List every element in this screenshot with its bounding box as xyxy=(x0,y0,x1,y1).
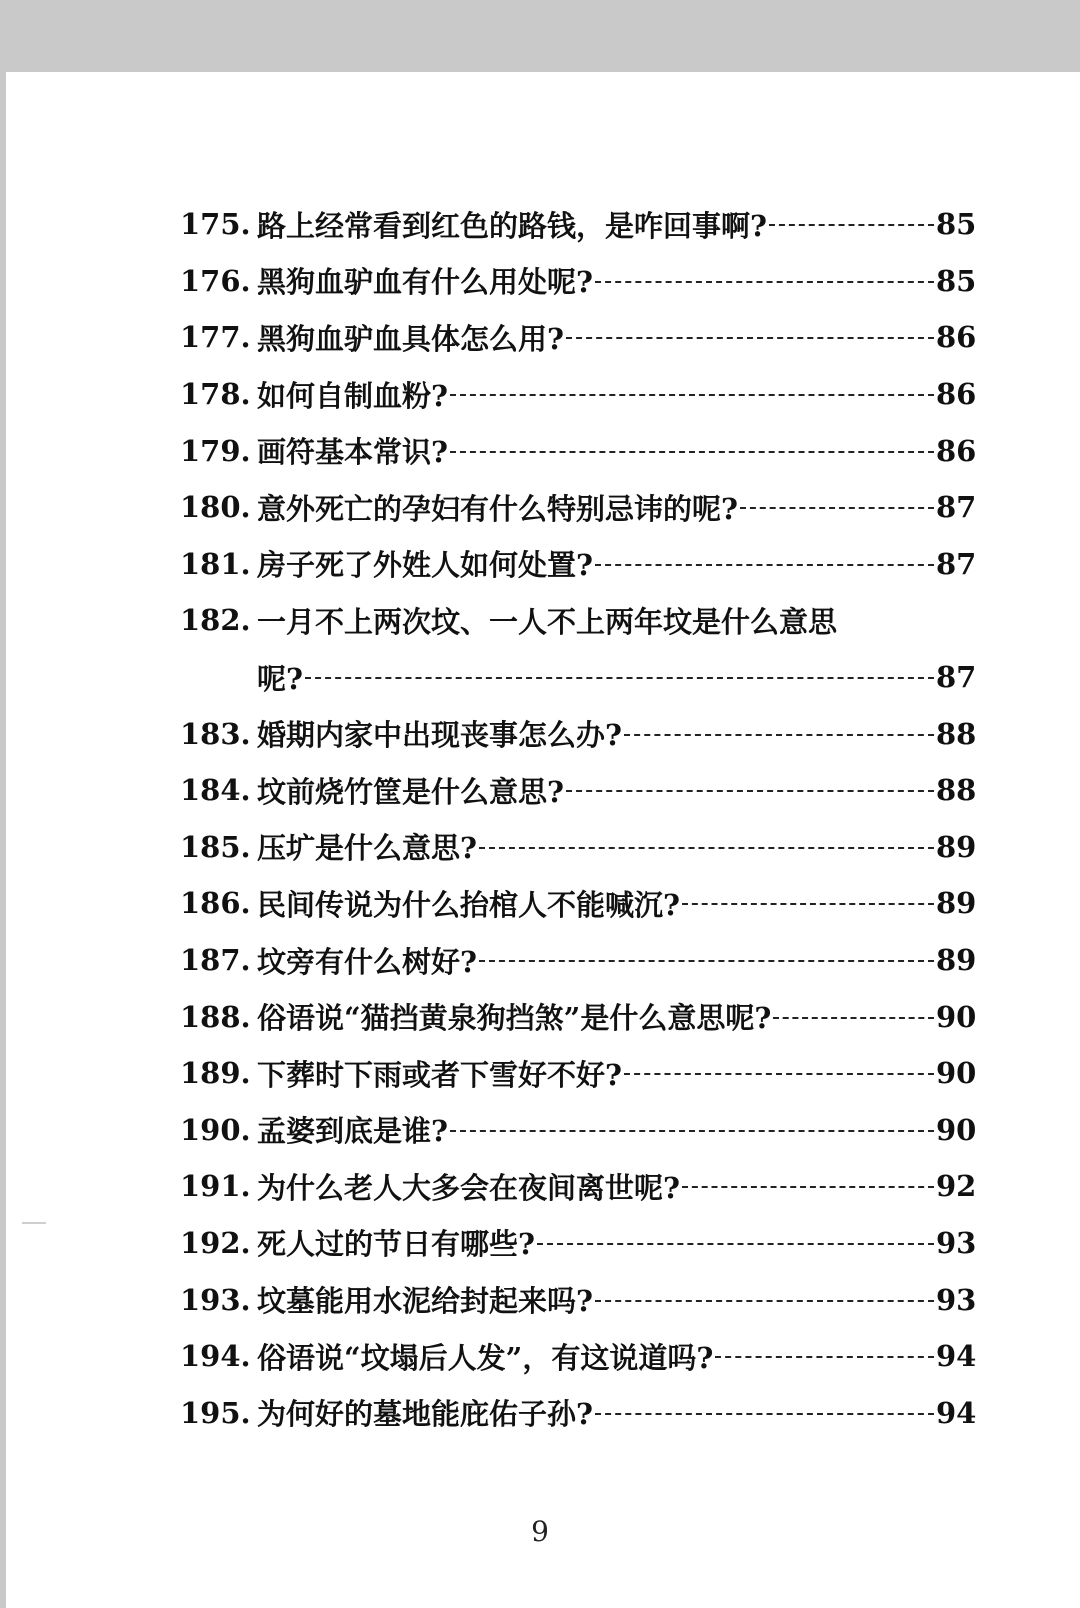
toc-entry-page: 94 xyxy=(936,1339,977,1374)
toc-entry-page: 90 xyxy=(936,1112,977,1147)
toc-entry-193 xyxy=(180,1271,977,1328)
toc-entry-179 xyxy=(180,422,977,479)
toc-entry-number: 195. xyxy=(180,1395,251,1430)
toc-entry-page: 89 xyxy=(936,943,977,978)
toc-entry-title: 压圹是什么意思? xyxy=(257,831,477,866)
toc-entry-title: 俗语说“坟塌后人发”，有这说道吗? xyxy=(257,1340,714,1375)
toc-entry-title: 坟墓能用水泥给封起来吗? xyxy=(257,1284,593,1319)
toc-entry-title: 意外死亡的孕妇有什么特别忌讳的呢? xyxy=(257,491,738,526)
toc-entry-title: 婚期内家中出现丧事怎么办? xyxy=(257,718,622,753)
toc-entry-number: 184. xyxy=(180,773,251,808)
toc-entry-191 xyxy=(180,1158,977,1215)
toc-leader xyxy=(566,790,934,792)
toc-leader xyxy=(566,337,934,339)
toc-entry-192 xyxy=(180,1215,977,1272)
scan-mark xyxy=(22,1222,46,1224)
toc-entry-title: 一月不上两次坟、一人不上两年坟是什么意思 xyxy=(257,604,838,639)
toc-entry-number: 190. xyxy=(180,1112,251,1147)
toc-entry-page: 86 xyxy=(936,433,977,468)
toc-entry-title: 俗语说“猫挡黄泉狗挡煞”是什么意思呢? xyxy=(257,1001,772,1036)
toc-leader xyxy=(479,847,934,849)
toc-entry-183 xyxy=(180,705,977,762)
toc-entry-186 xyxy=(180,875,977,932)
toc-leader xyxy=(624,1073,934,1075)
toc-entry-187 xyxy=(180,932,977,989)
toc-entry-page: 85 xyxy=(936,263,977,298)
toc-entry-title: 为什么老人大多会在夜间离世呢? xyxy=(257,1170,680,1205)
toc-entry-page: 88 xyxy=(936,716,977,751)
toc-entry-177 xyxy=(180,309,977,366)
toc-entry-title: 民间传说为什么抬棺人不能喊沉? xyxy=(257,887,680,922)
toc-entry-number: 189. xyxy=(180,1056,251,1091)
toc-entry-title: 为何好的墓地能庇佑子孙? xyxy=(257,1397,593,1432)
toc-entry-180 xyxy=(180,479,977,536)
toc-leader xyxy=(305,677,934,679)
toc-entry-title: 黑狗血驴血具体怎么用? xyxy=(257,321,564,356)
toc-entry-title: 死人过的节日有哪些? xyxy=(257,1227,535,1262)
toc-entry-number: 182. xyxy=(180,603,251,638)
toc-entry-page: 89 xyxy=(936,886,977,921)
toc-entry-number: 179. xyxy=(180,433,251,468)
toc-entry-175 xyxy=(180,196,977,253)
toc-entry-189 xyxy=(180,1045,977,1102)
page-number: 9 xyxy=(531,1515,549,1548)
toc-entry-194 xyxy=(180,1328,977,1385)
toc-entry-page: 87 xyxy=(936,660,977,695)
toc-leader xyxy=(595,564,934,566)
toc-leader xyxy=(773,1017,934,1019)
toc-entry-title: 画符基本常识? xyxy=(257,435,448,470)
toc-entry-title: 孟婆到底是谁? xyxy=(257,1114,448,1149)
toc-entry-page: 90 xyxy=(936,999,977,1034)
toc-entry-number: 194. xyxy=(180,1339,251,1374)
toc-entry-page: 87 xyxy=(936,490,977,525)
toc-entry-page: 85 xyxy=(936,207,977,242)
toc-entry-number: 183. xyxy=(180,716,251,751)
toc-leader xyxy=(537,1243,934,1245)
toc-entry-title: 房子死了外姓人如何处置? xyxy=(257,548,593,583)
toc-entry-195 xyxy=(180,1384,977,1441)
toc-entry-181 xyxy=(180,536,977,593)
toc-leader xyxy=(682,1186,934,1188)
toc-entry-page: 92 xyxy=(936,1169,977,1204)
toc-entry-title: 如何自制血粉? xyxy=(257,378,448,413)
toc-leader xyxy=(624,734,934,736)
toc-entry-number: 192. xyxy=(180,1225,251,1260)
toc-entry-page: 87 xyxy=(936,546,977,581)
toc-entry-182-continued xyxy=(180,649,977,706)
toc-entry-182 xyxy=(180,592,970,649)
toc-entry-number: 180. xyxy=(180,490,251,525)
toc-entry-184 xyxy=(180,762,977,819)
toc-entry-page: 93 xyxy=(936,1225,977,1260)
toc-entry-190 xyxy=(180,1102,977,1159)
toc-entry-185 xyxy=(180,819,977,876)
toc-leader xyxy=(595,1300,934,1302)
toc-leader xyxy=(715,1356,934,1358)
toc-entry-title-continued: 呢? xyxy=(257,661,303,696)
toc-leader xyxy=(450,451,934,453)
toc-entry-number: 188. xyxy=(180,999,251,1034)
toc-leader xyxy=(450,394,934,396)
toc-entry-number: 181. xyxy=(180,546,251,581)
toc-entry-title: 坟旁有什么树好? xyxy=(257,944,477,979)
toc-entry-number: 185. xyxy=(180,829,251,864)
toc-entry-number: 178. xyxy=(180,377,251,412)
toc-entry-188 xyxy=(180,988,977,1045)
toc-entry-number: 176. xyxy=(180,263,251,298)
toc-entry-number: 193. xyxy=(180,1282,251,1317)
toc-entry-number: 175. xyxy=(180,207,251,242)
toc-entry-title: 路上经常看到红色的路钱，是咋回事啊? xyxy=(257,208,767,243)
toc-entry-178 xyxy=(180,366,977,423)
toc-entry-page: 86 xyxy=(936,377,977,412)
toc-entry-title: 下葬时下雨或者下雪好不好? xyxy=(257,1057,622,1092)
toc-leader xyxy=(740,507,934,509)
toc-entry-176 xyxy=(180,253,977,310)
toc-leader xyxy=(682,903,934,905)
toc-entry-title: 黑狗血驴血有什么用处呢? xyxy=(257,265,593,300)
toc-entry-number: 187. xyxy=(180,943,251,978)
toc-leader xyxy=(450,1130,934,1132)
toc-entry-number: 191. xyxy=(180,1169,251,1204)
toc-leader xyxy=(769,224,934,226)
table-of-contents xyxy=(180,196,977,1441)
toc-entry-number: 186. xyxy=(180,886,251,921)
toc-leader xyxy=(595,1413,934,1415)
toc-entry-page: 86 xyxy=(936,320,977,355)
toc-leader xyxy=(479,960,934,962)
toc-entry-page: 90 xyxy=(936,1056,977,1091)
toc-entry-page: 88 xyxy=(936,773,977,808)
toc-entry-page: 93 xyxy=(936,1282,977,1317)
toc-entry-page: 94 xyxy=(936,1395,977,1430)
toc-entry-page: 89 xyxy=(936,829,977,864)
toc-leader xyxy=(595,281,934,283)
toc-entry-title: 坟前烧竹筐是什么意思? xyxy=(257,774,564,809)
toc-entry-number: 177. xyxy=(180,320,251,355)
